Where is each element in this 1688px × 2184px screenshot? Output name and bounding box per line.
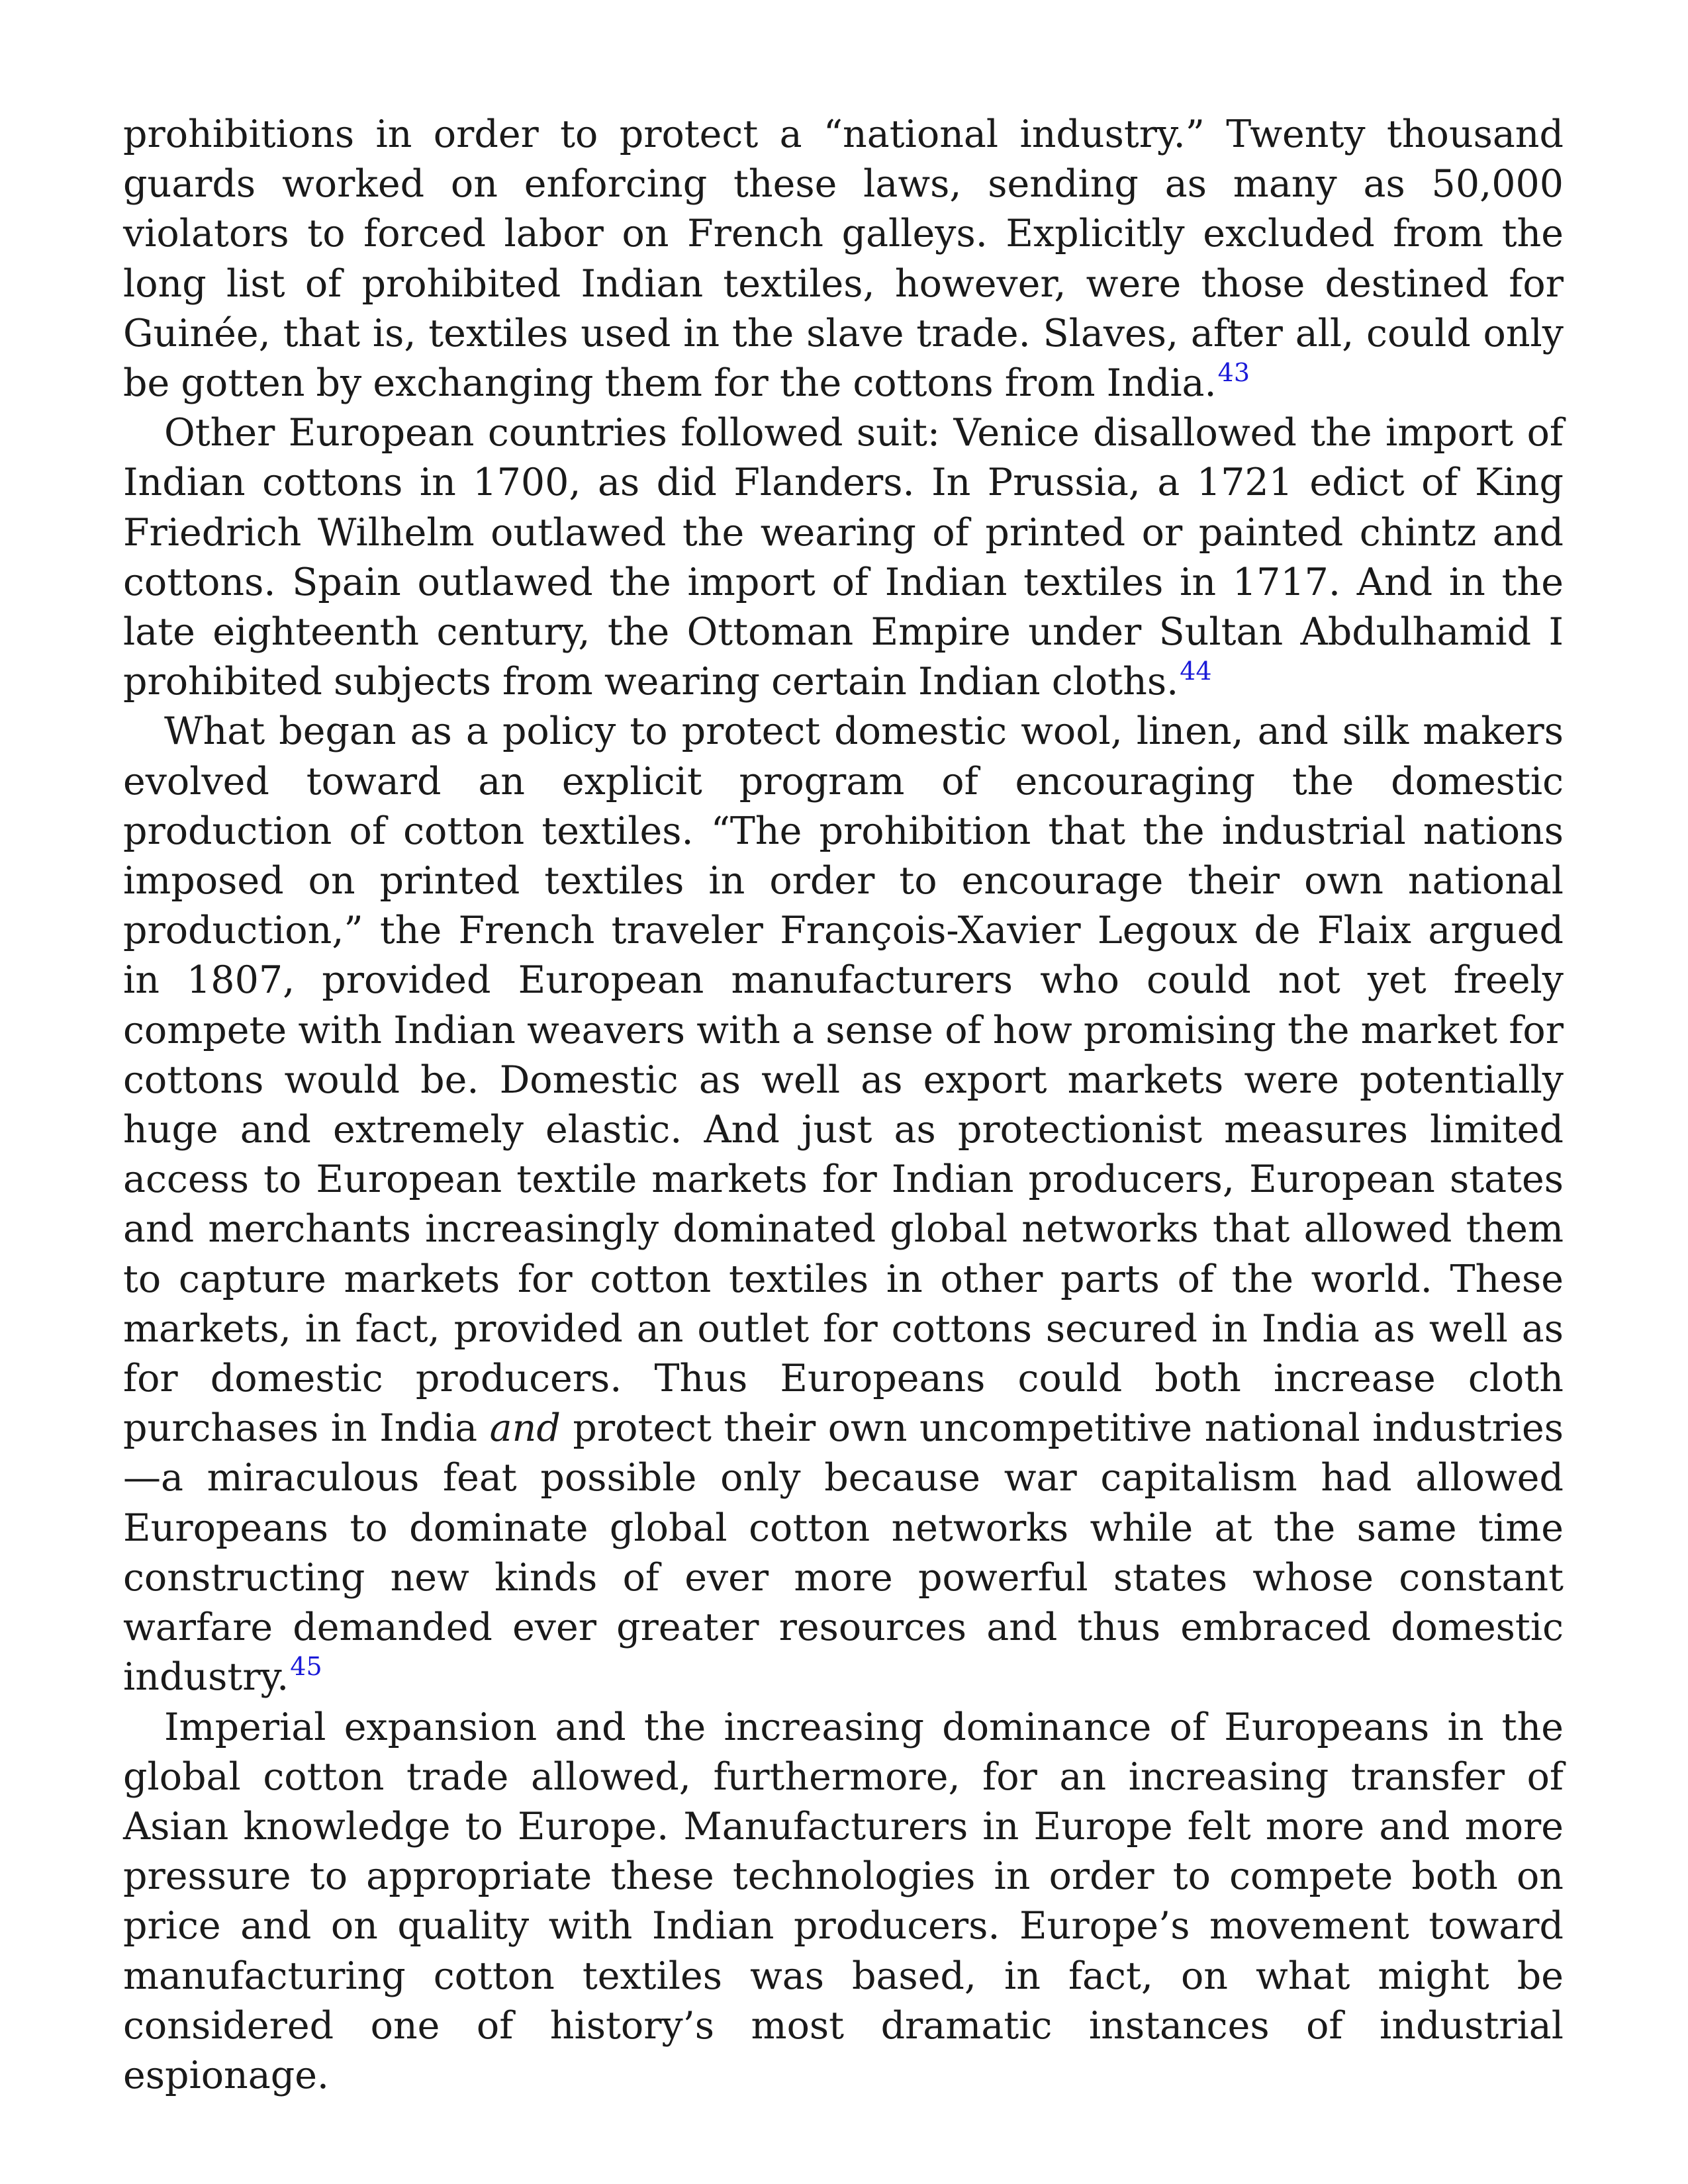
- book-page-body: [123, 110, 1564, 2101]
- paragraph-text-after: protect their own uncompetitive national industries—a miraculous feat possible only because war capitalism had allowed Europeans to dominate global cotton networks while at the same time constructing new kinds of ever more powerful states whose constant warfare demanded ever greater resources and thus embraced domestic industry.: [123, 1406, 1564, 1700]
- paragraph-3: [123, 707, 1564, 1702]
- paragraph-text: prohibitions in order to protect a “national industry.” Twenty thousand guards worked on enforcing these laws, sending as many as 50,000 violators to forced labor on French galleys. Explicitly excluded from the long list of prohibited Indian textiles, however, were those destined for Guinée, that is, textiles used in the slave trade. Slaves, after all, could only be gotten by exchanging them for the cottons from India.: [123, 113, 1564, 406]
- paragraph-2: [123, 408, 1564, 707]
- footnote-link-44[interactable]: 44: [1180, 657, 1212, 686]
- paragraph-1: [123, 110, 1564, 408]
- footnote-link-43[interactable]: 43: [1217, 358, 1250, 388]
- footnote-link-45[interactable]: 45: [290, 1652, 322, 1682]
- paragraph-emphasis: and: [489, 1406, 561, 1451]
- paragraph-text: Imperial expansion and the increasing dominance of Europeans in the global cotton trade allowed, furthermore, for an increasing transfer of Asian knowledge to Europe. Manufacturers in Europe felt more and more pressure to appropriate these technologies in order to compete both on price and on quality with Indian producers. Europe’s movement toward manufacturing cotton textiles was based, in fact, on what might be considered one of history’s most dramatic instances of industrial espionage.: [123, 1705, 1564, 2097]
- paragraph-4: [123, 1703, 1564, 2101]
- paragraph-text-before: What began as a policy to protect domestic wool, linen, and silk makers evolved toward an explicit program of encouraging the domestic production of cotton textiles. “The prohibition that the industrial nations imposed on printed textiles in order to encourage their own national production,” the French traveler François-Xavier Legoux de Flaix argued in 1807, provided European manufacturers who could not yet freely compete with Indian weavers with a sense of how promising the market for cottons would be. Domestic as well as export markets were potentially huge and extremely elastic. And just as protectionist measures limited access to European textile markets for Indian producers, European states and merchants increasingly dominated global networks that allowed them to capture markets for cotton textiles in other parts of the world. These markets, in fact, provided an outlet for cottons secured in India as well as for domestic producers. Thus Europeans could both increase cloth purchases in India: [123, 709, 1564, 1451]
- paragraph-text: Other European countries followed suit: Venice disallowed the import of Indian cottons in 1700, as did Flanders. In Prussia, a 1721 edict of King Friedrich Wilhelm outlawed the wearing of printed or painted chintz and cottons. Spain outlawed the import of Indian textiles in 1717. And in the late eighteenth century, the Ottoman Empire under Sultan Abdulhamid I prohibited subjects from wearing certain Indian cloths.: [123, 411, 1564, 704]
